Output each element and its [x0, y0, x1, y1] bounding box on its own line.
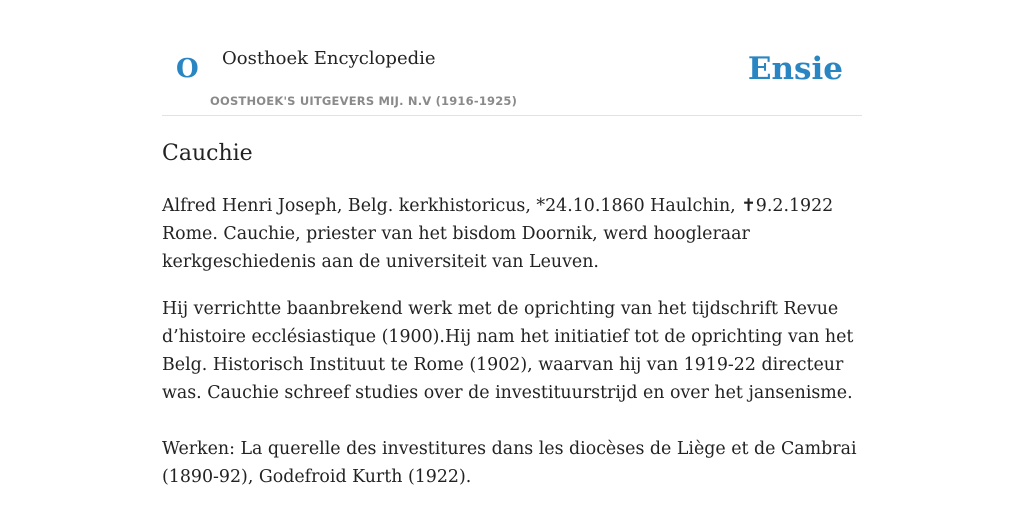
book-logo[interactable]: O	[176, 54, 199, 84]
article-paragraph-2: Hij verrichtte baanbrekend werk met de oprichting van het tijdschrift Revue d’histoire ecclésiastique (1900).Hij nam het initiatief tot de oprichting van het Belg. Historisch Instituut te Rome (1902), waarvan hij van 1919-22 directeur was. Cauchie schreef studies over de investituurstrijd en over het jansenisme.	[162, 299, 854, 403]
article-title: Cauchie	[162, 141, 253, 166]
article-paragraph-1: Alfred Henri Joseph, Belg. kerkhistoricus, *24.10.1860 Haulchin, ✝9.2.1922 Rome. Cauchie, priester van het bisdom Doornik, werd hoogleraar kerkgeschiedenis aan de universiteit van Leuven.	[162, 196, 834, 272]
book-title-link[interactable]: Oosthoek Encyclopedie	[222, 48, 436, 69]
ensie-logo-link[interactable]: Ensie	[747, 51, 843, 87]
book-header	[162, 30, 862, 116]
publisher-label: OOSTHOEK'S UITGEVERS MIJ. N.V (1916-1925)	[210, 94, 518, 108]
article-paragraph-3: Werken: La querelle des investitures dans les diocèses de Liège et de Cambrai (1890-92), Godefroid Kurth (1922).	[162, 439, 857, 487]
